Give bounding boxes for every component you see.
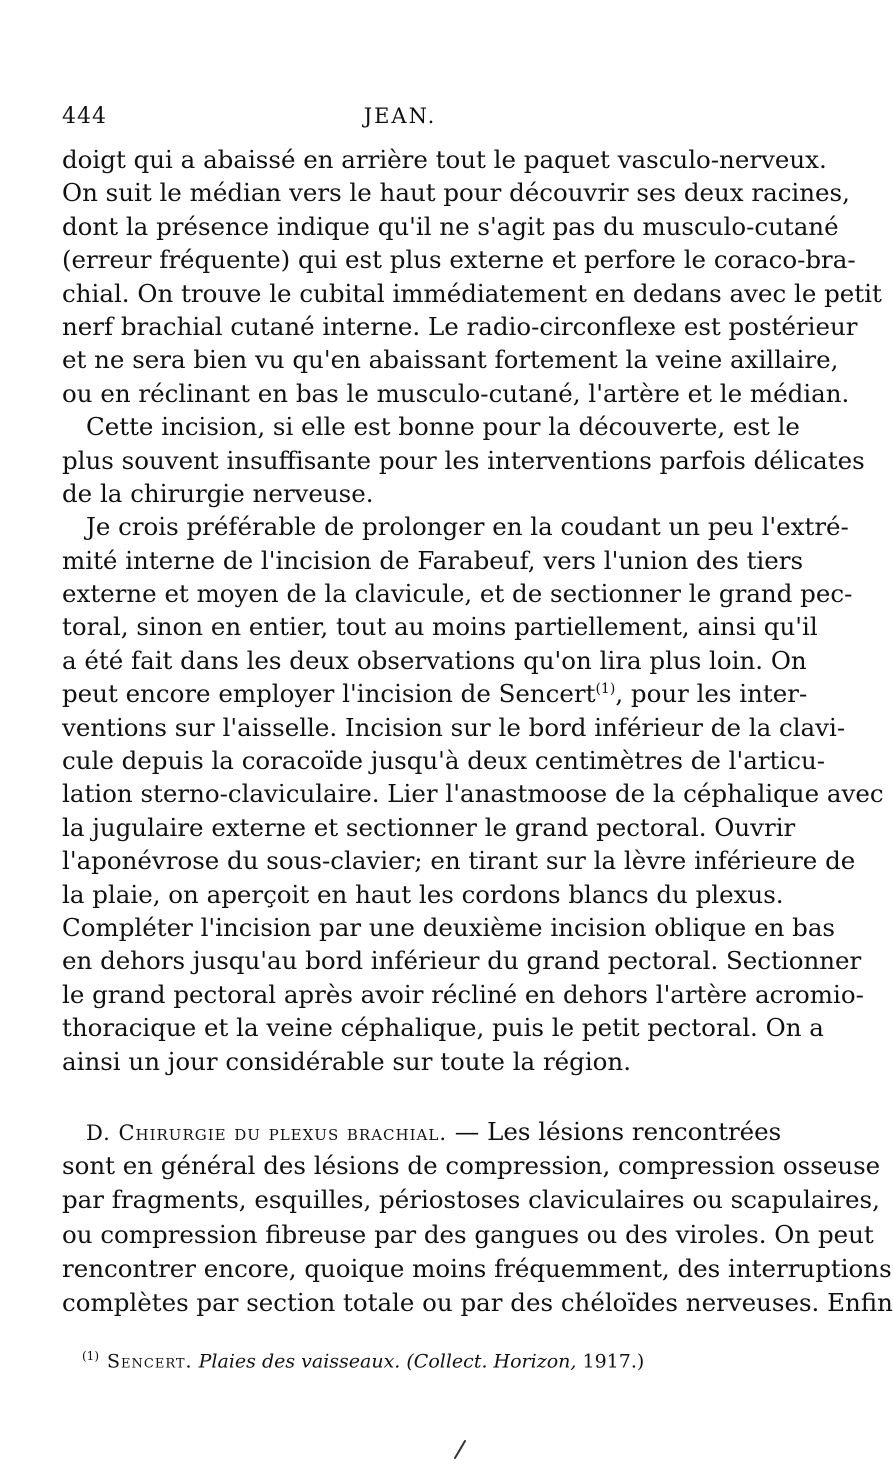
page-number: 444 — [62, 104, 107, 129]
section-dash: — — [454, 1117, 480, 1146]
text-line: ventions sur l'aisselle. Incision sur le bord inférieur de la clavi- — [62, 712, 846, 742]
text-line: l'aponévrose du sous-clavier; en tirant sur la lèvre inférieure de — [62, 846, 856, 876]
text-line: dont la présence indique qu'il ne s'agit pas du musculo-cutané — [62, 211, 839, 241]
text-line: thoracique et la veine céphalique, puis le petit pectoral. On a — [62, 1013, 824, 1043]
text-line: lation sterno-claviculaire. Lier l'anastmoose de la céphalique avec — [62, 779, 884, 809]
text-line: ainsi un jour considérable sur toute la région. — [62, 1046, 631, 1076]
text-line: externe et moyen de la clavicule, et de sectionner le grand pec- — [62, 579, 853, 609]
text-line: ou compression fibreuse par des gangues ou des viroles. On peut — [62, 1219, 874, 1249]
running-title: JEAN. — [363, 104, 437, 128]
footnote-author: Sencert. — [107, 1350, 193, 1373]
text-line-with-note — [62, 677, 808, 710]
text-line: toral, sinon en entier, tout au moins partiellement, ainsi qu'il — [62, 612, 818, 642]
text-line: Compléter l'incision par une deuxième incision oblique en bas — [62, 912, 836, 942]
page-header — [0, 104, 800, 134]
pen-stroke-mark — [452, 1438, 468, 1460]
footnote — [82, 1349, 644, 1372]
text-line: sont en général des lésions de compression, compression osseuse — [62, 1151, 881, 1181]
text-line: par fragments, esquilles, périostoses claviculaires ou scapulaires, — [62, 1185, 880, 1215]
text-line: le grand pectoral après avoir récliné en dehors l'artère acromio- — [62, 979, 864, 1009]
text-line: nerf brachial cutané interne. Le radio-circonflexe est postérieur — [62, 311, 858, 341]
text-line: ou en réclinant en bas le musculo-cutané, l'artère et le médian. — [62, 378, 850, 408]
text-line: en dehors jusqu'au bord inférieur du grand pectoral. Sectionner — [62, 946, 862, 976]
text-line: On suit le médian vers le haut pour découvrir ses deux racines, — [62, 178, 850, 208]
text-line: Cette incision, si elle est bonne pour la découverte, est le — [86, 412, 800, 442]
section-heading: D. Chirurgie du plexus brachial. — [86, 1121, 447, 1145]
text-line: plus souvent insuffisante pour les interventions parfois délicates — [62, 445, 865, 475]
text-line: la jugulaire externe et sectionner le grand pectoral. Ouvrir — [62, 812, 796, 842]
text-line: chial. On trouve le cubital immédiatement en dedans avec le petit — [62, 278, 882, 308]
text-line: de la chirurgie nerveuse. — [62, 478, 374, 508]
text-line: a été fait dans les deux observations qu'on lira plus loin. On — [62, 645, 807, 675]
text-line: complètes par section totale ou par des chéloïdes nerveuses. Enfin — [62, 1287, 893, 1317]
text-line: et ne sera bien vu qu'en abaissant fortement la veine axillaire, — [62, 345, 839, 375]
text-line: mité interne de l'incision de Farabeuf, vers l'union des tiers — [62, 545, 804, 575]
text-fragment: Les lésions rencontrées — [487, 1117, 782, 1146]
footnote-mark: (1) — [82, 1349, 99, 1363]
text-fragment: , pour les inter- — [615, 679, 808, 709]
text-line: doigt qui a abaissé en arrière tout le paquet vasculo-nerveux. — [62, 145, 827, 174]
footnote-year: 1917.) — [582, 1350, 645, 1373]
text-line: cule depuis la coracoïde jusqu'à deux centimètres de l'articu- — [62, 746, 826, 776]
text-line: (erreur fréquente) qui est plus externe et perfore le coraco-bra- — [62, 245, 856, 275]
footnote-reference[interactable]: (1) — [595, 681, 616, 698]
main-text — [62, 143, 884, 1078]
text-line: rencontrer encore, quoique moins fréquemment, des interruptions — [62, 1253, 892, 1283]
footnote-title: Plaies des vaisseaux. — [198, 1350, 401, 1373]
footnote-collection: (Collect. Horizon, — [406, 1350, 577, 1373]
text-line: Je crois préférable de prolonger en la coudant un peu l'extré- — [86, 512, 849, 542]
text-line: la plaie, on aperçoit en haut les cordons blancs du plexus. — [62, 879, 784, 909]
section-first-line — [62, 1115, 782, 1149]
section-d — [62, 1115, 893, 1320]
text-fragment: peut encore employer l'incision de Sencert — [62, 679, 596, 709]
